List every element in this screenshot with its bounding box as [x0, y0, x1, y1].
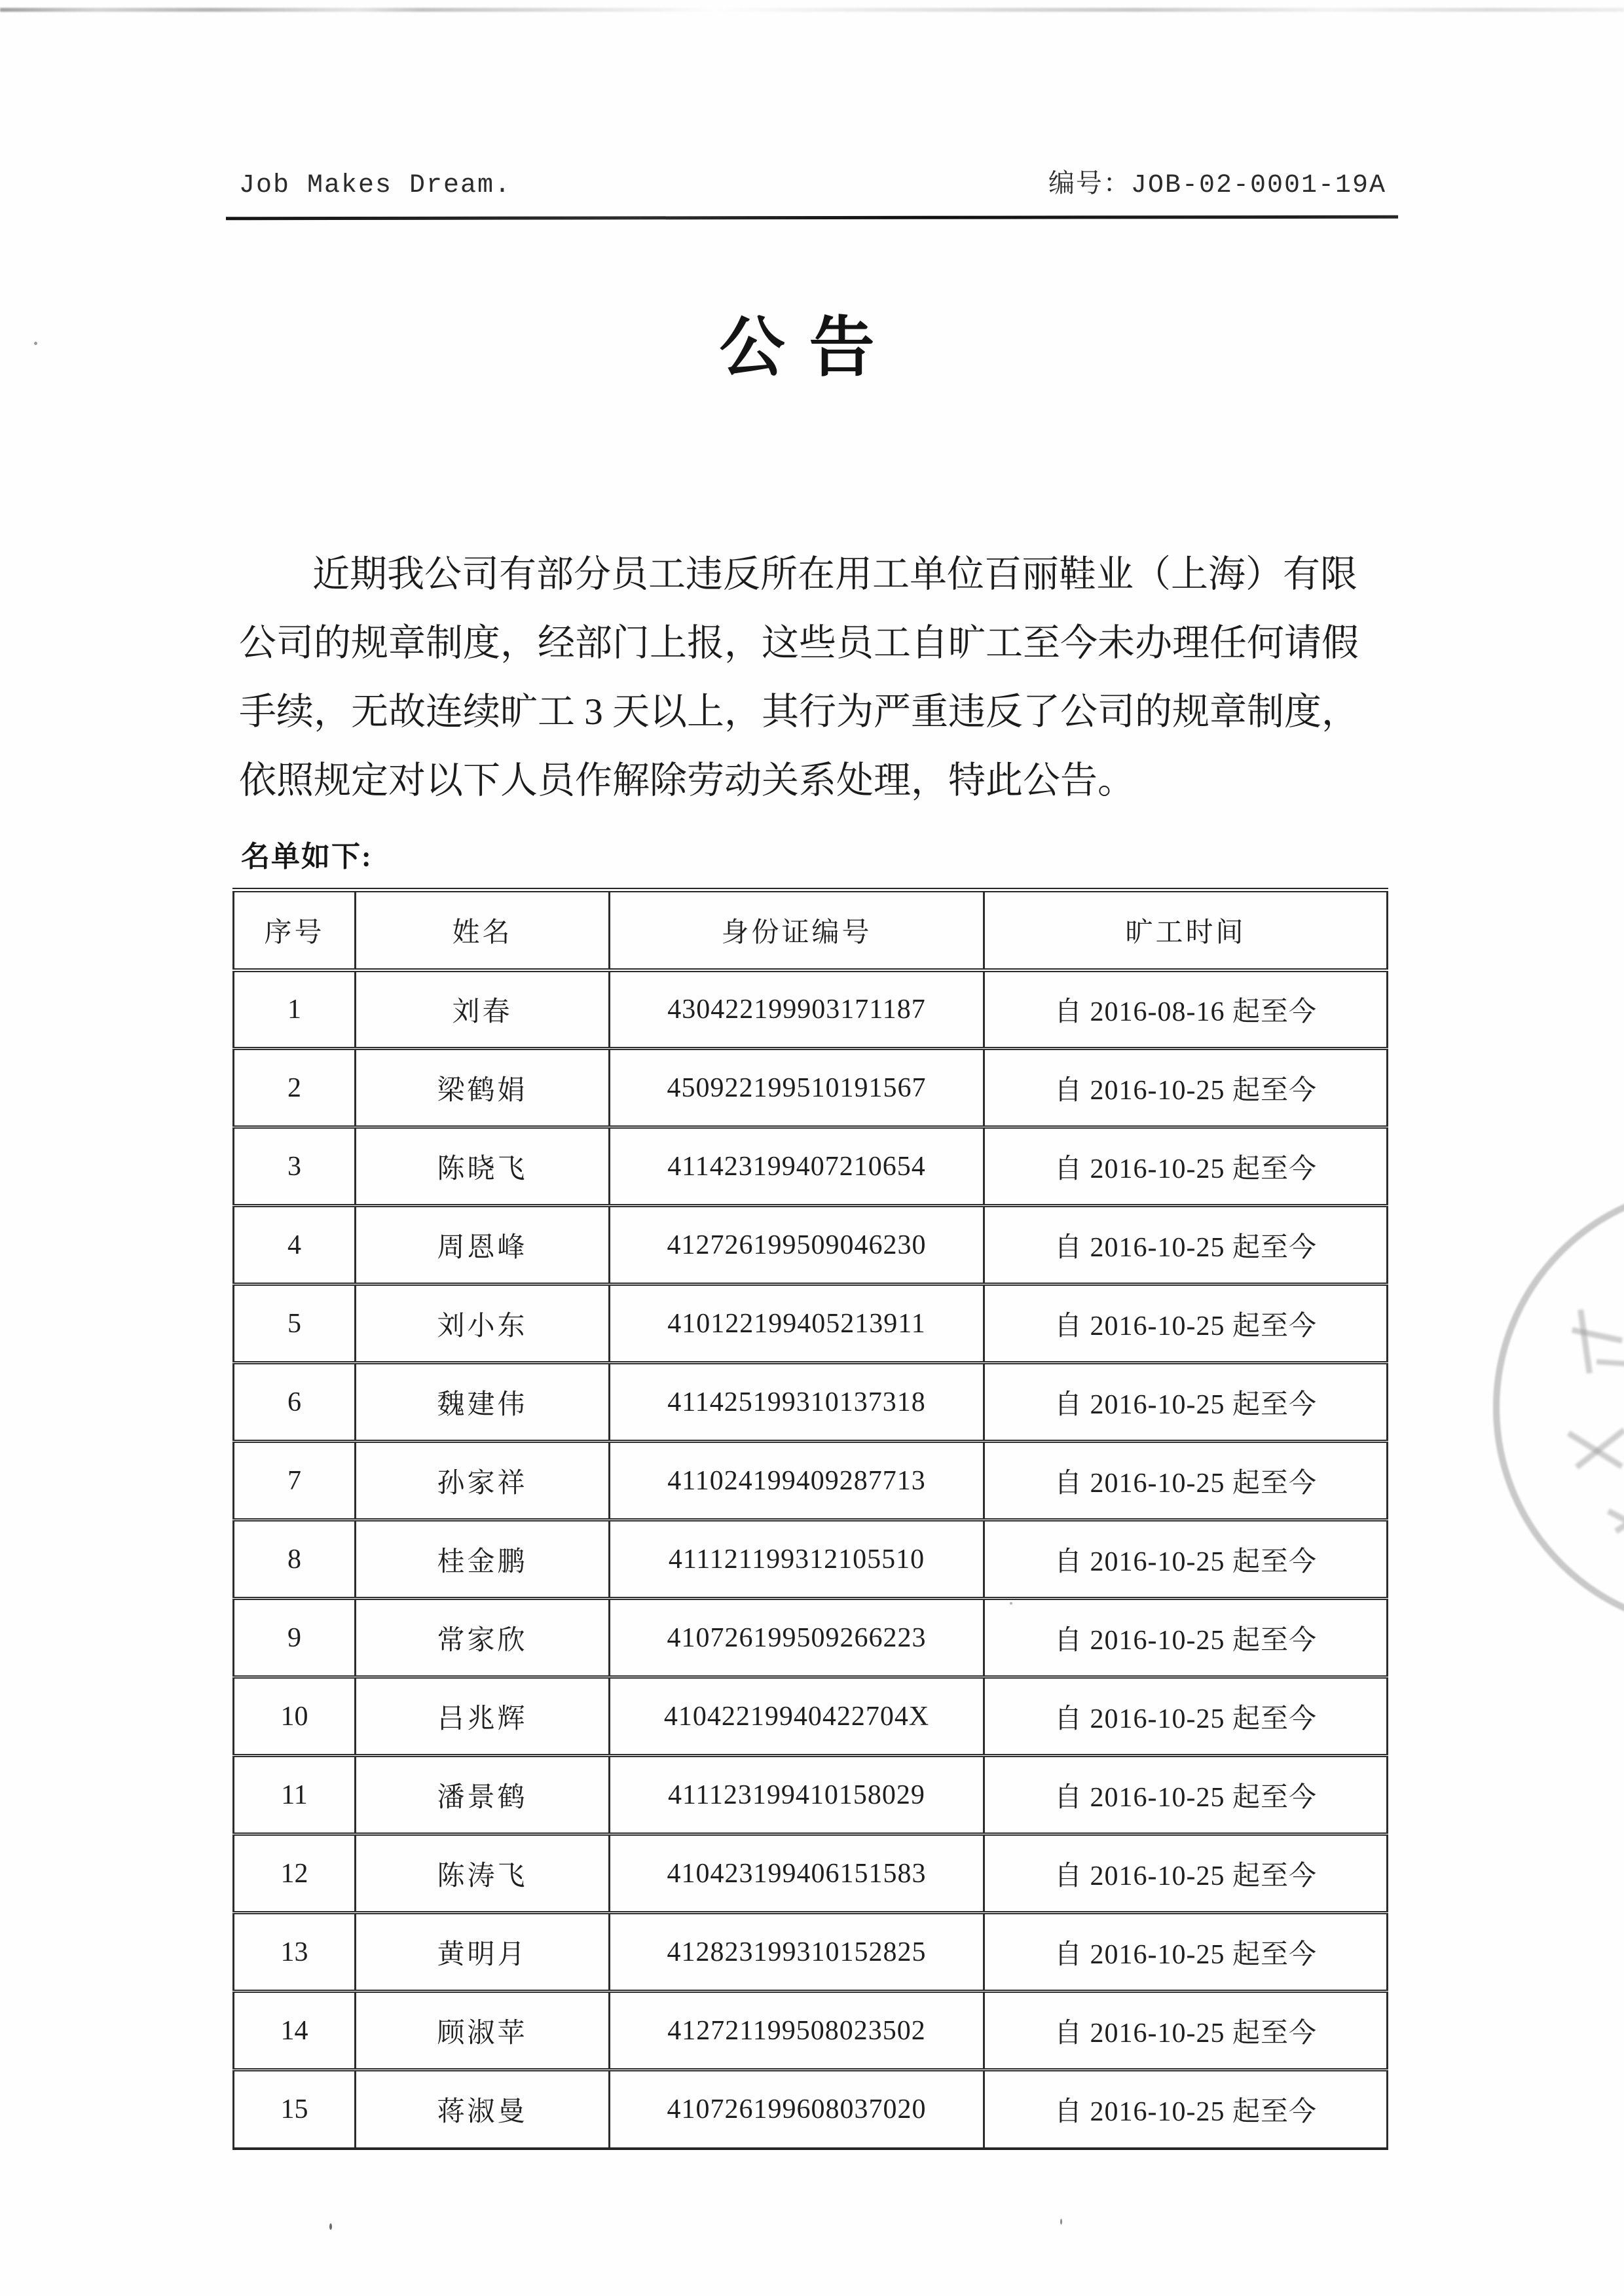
- cell-serial: 4: [234, 1206, 356, 1285]
- cell-id: 412823199310152825: [610, 1913, 984, 1992]
- table-row: [234, 1756, 1388, 1834]
- scan-artifact-streak: [0, 8, 1624, 12]
- cell-name: 孙家祥: [356, 1442, 610, 1520]
- cell-id: 411123199410158029: [610, 1756, 984, 1834]
- cell-period: 自 2016-10-25 起至今: [984, 1913, 1388, 1992]
- cell-period: 自 2016-10-25 起至今: [984, 1756, 1388, 1834]
- cell-name: 黄明月: [356, 1913, 610, 1992]
- cell-period: 自 2016-10-25 起至今: [984, 1520, 1388, 1599]
- dismissal-roster-table: [232, 888, 1388, 2150]
- cell-serial: 1: [234, 970, 356, 1049]
- roster-table-header: [234, 890, 1388, 970]
- cell-period: 自 2016-10-25 起至今: [984, 1834, 1388, 1913]
- cell-id: 450922199510191567: [610, 1049, 984, 1127]
- cell-id: 41042219940422704X: [610, 1677, 984, 1756]
- column-header-serial: 序号: [234, 890, 356, 970]
- column-header-id: 身份证编号: [610, 890, 984, 970]
- cell-id: 410726199509266223: [610, 1599, 984, 1677]
- cell-id: 430422199903171187: [610, 970, 984, 1049]
- cell-id: 410122199405213911: [610, 1285, 984, 1363]
- page-title: 公 告: [719, 312, 879, 384]
- table-row: [234, 1913, 1388, 1992]
- body-line: 公司的规章制度，经部门上报，这些员工自旷工至今未办理任何请假: [239, 623, 1359, 664]
- table-row: [234, 1677, 1388, 1756]
- cell-serial: 14: [234, 1992, 356, 2070]
- table-row: [234, 1834, 1388, 1913]
- table-row: [234, 1599, 1388, 1677]
- table-row: [234, 970, 1388, 1049]
- announcement-body: [239, 540, 1395, 815]
- cell-id: 411121199312105510: [610, 1520, 984, 1599]
- cell-serial: 8: [234, 1520, 356, 1599]
- cell-serial: 15: [234, 2070, 356, 2149]
- cell-serial: 10: [234, 1677, 356, 1756]
- letterhead-divider: [226, 215, 1398, 220]
- cell-period: 自 2016-10-25 起至今: [984, 1992, 1388, 2070]
- cell-name: 常家欣: [356, 1599, 610, 1677]
- cell-serial: 12: [234, 1834, 356, 1913]
- table-row: [234, 1363, 1388, 1442]
- cell-id: 412726199509046230: [610, 1206, 984, 1285]
- cell-period: 自 2016-10-25 起至今: [984, 2070, 1388, 2149]
- body-line: 手续，无故连续旷工 3 天以上，其行为严重违反了公司的规章制度，: [239, 691, 1359, 733]
- cell-serial: 5: [234, 1285, 356, 1363]
- cell-name: 陈晓飞: [356, 1127, 610, 1206]
- cell-period: 自 2016-10-25 起至今: [984, 1363, 1388, 1442]
- list-label: 名单如下:: [241, 841, 373, 873]
- cell-name: 梁鹤娟: [356, 1049, 610, 1127]
- cell-name: 蒋淑曼: [356, 2070, 610, 2149]
- document-number: 编号：JOB-02-0001-19A: [1048, 171, 1386, 200]
- letterhead: [239, 162, 1386, 200]
- cell-name: 陈涛飞: [356, 1834, 610, 1913]
- cell-serial: 6: [234, 1363, 356, 1442]
- cell-period: 自 2016-10-25 起至今: [984, 1049, 1388, 1127]
- body-line: 依照规定对以下人员作解除劳动关系处理，特此公告。: [239, 760, 1135, 801]
- cell-id: 410423199406151583: [610, 1834, 984, 1913]
- cell-period: 自 2016-10-25 起至今: [984, 1677, 1388, 1756]
- header-row: [234, 890, 1388, 970]
- cell-period: 自 2016-10-25 起至今: [984, 1127, 1388, 1206]
- cell-name: 刘春: [356, 970, 610, 1049]
- cell-period: 自 2016-10-25 起至今: [984, 1442, 1388, 1520]
- table-row: [234, 1127, 1388, 1206]
- letterhead-slogan: Job Makes Dream.: [239, 171, 512, 200]
- partial-circular-stamp-icon: [1493, 1184, 1624, 1631]
- cell-serial: 7: [234, 1442, 356, 1520]
- cell-name: 顾淑苹: [356, 1992, 610, 2070]
- table-row: [234, 1520, 1388, 1599]
- body-line: 近期我公司有部分员工违反所在用工单位百丽鞋业（上海）有限: [312, 554, 1357, 595]
- column-header-name: 姓名: [356, 890, 610, 970]
- cell-name: 刘小东: [356, 1285, 610, 1363]
- scan-artifact-speck: [1060, 2219, 1062, 2225]
- cell-name: 吕兆辉: [356, 1677, 610, 1756]
- column-header-period: 旷工时间: [984, 890, 1388, 970]
- cell-name: 潘景鹤: [356, 1756, 610, 1834]
- cell-name: 魏建伟: [356, 1363, 610, 1442]
- roster-table-body: [234, 970, 1388, 2149]
- cell-serial: 2: [234, 1049, 356, 1127]
- cell-period: 自 2016-08-16 起至今: [984, 970, 1388, 1049]
- cell-name: 周恩峰: [356, 1206, 610, 1285]
- cell-serial: 9: [234, 1599, 356, 1677]
- cell-serial: 11: [234, 1756, 356, 1834]
- scan-artifact-speck: [329, 2223, 332, 2230]
- cell-id: 411024199409287713: [610, 1442, 984, 1520]
- cell-name: 桂金鹏: [356, 1520, 610, 1599]
- table-row: [234, 1206, 1388, 1285]
- table-row: [234, 1992, 1388, 2070]
- cell-period: 自 2016-10-25 起至今: [984, 1206, 1388, 1285]
- cell-id: 410726199608037020: [610, 2070, 984, 2149]
- cell-id: 411425199310137318: [610, 1363, 984, 1442]
- table-row: [234, 2070, 1388, 2149]
- table-row: [234, 1442, 1388, 1520]
- cell-serial: 3: [234, 1127, 356, 1206]
- cell-id: 412721199508023502: [610, 1992, 984, 2070]
- table-row: [234, 1285, 1388, 1363]
- cell-serial: 13: [234, 1913, 356, 1992]
- cell-period: 自 2016-10-25 起至今: [984, 1599, 1388, 1677]
- cell-period: 自 2016-10-25 起至今: [984, 1285, 1388, 1363]
- table-row: [234, 1049, 1388, 1127]
- cell-id: 411423199407210654: [610, 1127, 984, 1206]
